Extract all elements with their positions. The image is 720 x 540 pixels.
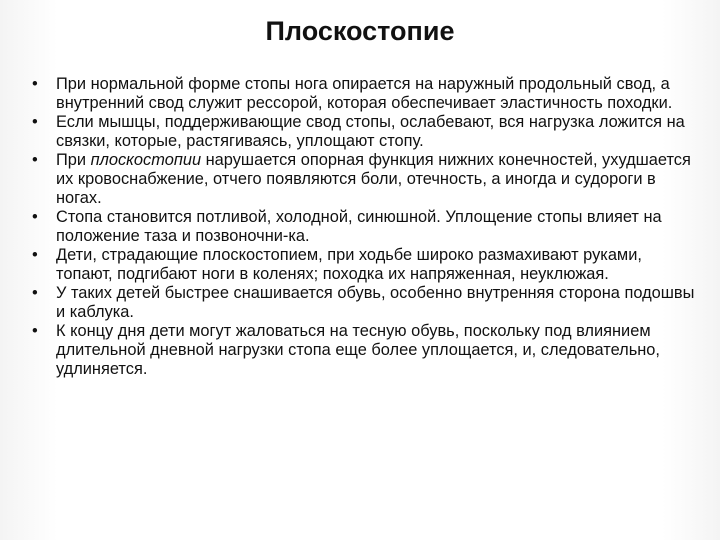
bullet-text: Стопа становится потливой, холодной, синюшной. Уплощение стопы влияет на положение таза и позвоночни-ка.: [56, 208, 662, 245]
bullet-dot-icon: •: [32, 113, 38, 131]
bullet-dot-icon: •: [32, 246, 38, 264]
bullet-dot-icon: •: [32, 75, 38, 93]
bullet-item: [32, 246, 702, 284]
bullet-text-pre: При: [56, 151, 91, 169]
bullet-item: [32, 151, 702, 208]
bullet-text: Если мышцы, поддерживающие свод стопы, ослабевают, вся нагрузка ложится на связки, которые, растягиваясь, уплощают стопу.: [56, 113, 685, 150]
bullet-text-emphasis: плоскостопии: [90, 151, 202, 169]
bullet-dot-icon: •: [32, 208, 38, 226]
bullet-item: [32, 322, 702, 379]
bullet-text: К концу дня дети могут жаловаться на тесную обувь, поскольку под влиянием длительной дневной нагрузки стопа еще более уплощается, и, следовательно, удлиняется.: [56, 322, 660, 378]
bullet-text: При нормальной форме стопы нога опирается на наружный продольный свод, а внутренний свод служит рессорой, которая обеспечивает эластичность походки.: [56, 75, 673, 112]
bullet-item: [32, 208, 702, 246]
bullet-dot-icon: •: [32, 322, 38, 340]
bullet-item: [32, 113, 702, 151]
bullet-text: [56, 151, 691, 207]
bullet-item: [32, 75, 702, 113]
bullet-text-post: нарушается опорная функция нижних конечностей, ухудшается их кровоснабжение, отчего появляются боли, отечность, а иногда и судороги в ногах.: [56, 151, 691, 207]
bullet-dot-icon: •: [32, 151, 38, 169]
bullet-text: У таких детей быстрее снашивается обувь, особенно внутренняя сторона подошвы и каблука.: [56, 284, 695, 321]
slide-title: Плоскостопие: [265, 16, 455, 46]
bullet-dot-icon: •: [32, 284, 38, 302]
bullet-item: [32, 284, 702, 322]
bullet-list: [32, 75, 702, 379]
bullet-text: Дети, страдающие плоскостопием, при ходьбе широко размахивают руками, топают, подгибают ноги в коленях; походка их напряженная, неуклюжая.: [56, 246, 642, 283]
